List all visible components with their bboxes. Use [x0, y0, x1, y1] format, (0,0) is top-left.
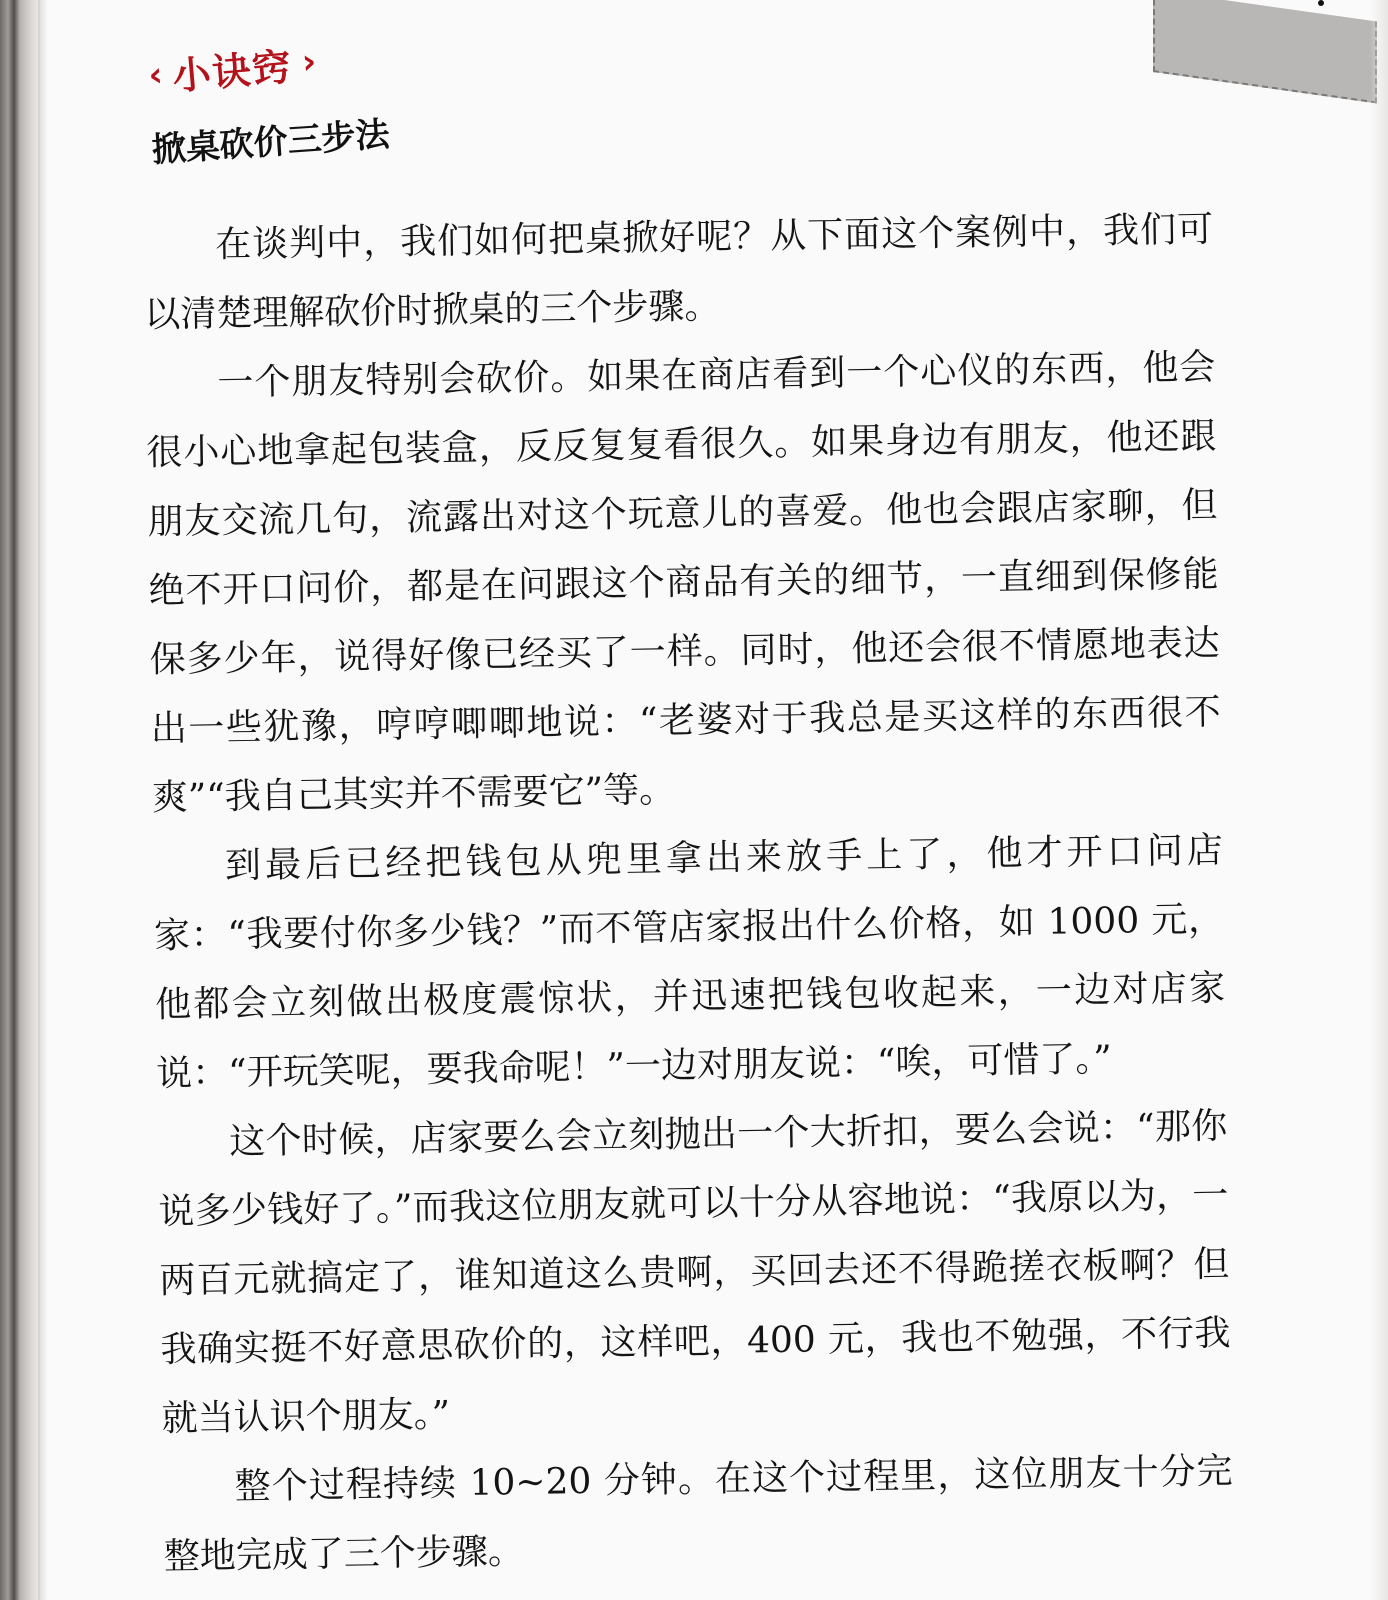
corner-dot-mark	[1318, 0, 1324, 6]
paragraph: 在谈判中，我们如何把桌掀好呢？从下面这个案例中，我们可以清楚理解砍价时掀桌的三个步骤。	[144, 209, 1214, 336]
paragraph: 整个过程持续 10~20 分钟。在这个过程里，这位朋友十分完整地完成了三个步骤。	[163, 1450, 1233, 1578]
body-text	[133, 195, 1235, 1592]
page-edge-shadow	[38, 0, 48, 1600]
paragraph: 到最后已经把钱包从兜里拿出来放手上了，他才开口问店家：“我要付你多少钱？”而不管店家报出什么价格，如 1000 元，他都会立刻做出极度震惊状，并迅速把钱包收起来，一边对店家说：“开玩笑呢，要我命呢！”一边对朋友说：“唉，可惜了。”	[153, 829, 1226, 1095]
chevron-right-icon: ›	[300, 40, 318, 82]
section-title: 掀桌砍价三步法	[150, 114, 391, 171]
tip-label: 小诀窍	[170, 44, 295, 99]
book-spine-shadow	[0, 0, 40, 1600]
book-page	[130, 23, 1234, 1592]
paragraph: 这个时候，店家要么会立刻抛出一个大折扣，要么会说：“那你说多少钱好了。”而我这位朋友就可以十分从容地说：“我原以为，一两百元就搞定了，谁知道这么贵啊，买回去还不得跪搓衣板啊？但我确实挺不好意思砍价的，这样吧，400 元，我也不勉强，不行我就当认识个朋友。”	[158, 1105, 1231, 1440]
right-edge-shadow	[1370, 0, 1388, 1600]
chevron-left-icon: ‹	[146, 54, 165, 96]
paragraph: 一个朋友特别会砍价。如果在商店看到一个心仪的东西，他会很小心地拿起包装盒，反反复复看很久。如果身边有朋友，他还跟朋友交流几句，流露出对这个玩意儿的喜爱。他也会跟店家聊，但绝不开口问价，都是在问跟这个商品有关的细节，一直细到保修能保多少年，说得好像已经买了一样。同时，他还会很不情愿地表达出一些犹豫，哼哼唧唧地说：“老婆对于我总是买这样的东西很不爽”“我自己其实并不需要它”等。	[146, 346, 1222, 819]
